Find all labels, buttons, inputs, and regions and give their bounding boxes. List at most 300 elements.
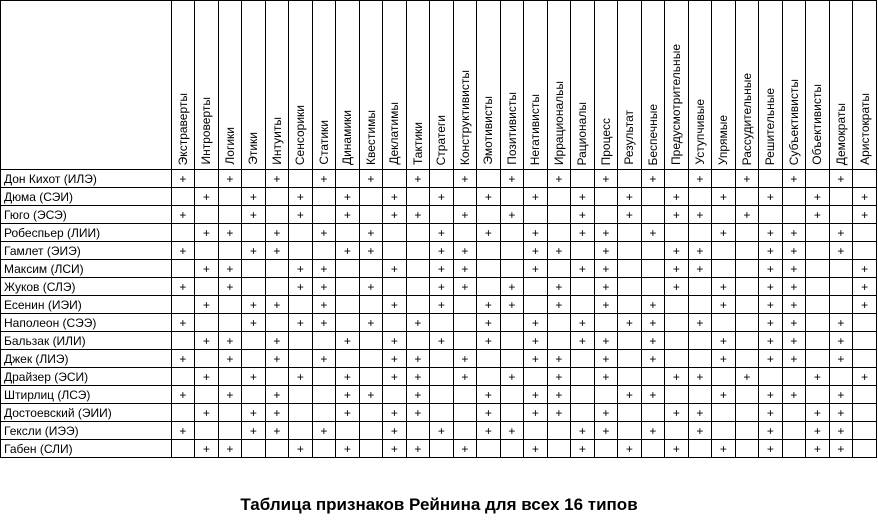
plus-mark-cell: + [688, 368, 712, 386]
plus-mark-cell: + [829, 350, 853, 368]
empty-cell [406, 278, 430, 296]
empty-cell [571, 350, 595, 368]
empty-cell [665, 350, 689, 368]
plus-mark-cell: + [594, 278, 618, 296]
column-header [665, 1, 689, 170]
plus-mark-cell: + [406, 350, 430, 368]
empty-cell [289, 170, 313, 188]
plus-mark-cell: + [547, 368, 571, 386]
empty-cell [571, 278, 595, 296]
table-row [1, 278, 877, 296]
empty-cell [735, 404, 759, 422]
plus-mark-cell: + [782, 350, 806, 368]
header-row [1, 1, 877, 170]
plus-mark-cell: + [618, 206, 642, 224]
empty-cell [477, 206, 501, 224]
plus-mark-cell: + [218, 278, 242, 296]
empty-cell [759, 170, 783, 188]
empty-cell [477, 170, 501, 188]
empty-cell [665, 170, 689, 188]
plus-mark-cell: + [218, 386, 242, 404]
empty-cell [829, 278, 853, 296]
empty-cell [383, 314, 407, 332]
empty-cell [547, 224, 571, 242]
column-header [312, 1, 336, 170]
empty-cell [359, 260, 383, 278]
empty-cell [242, 386, 266, 404]
empty-cell [406, 422, 430, 440]
plus-mark-cell: + [477, 296, 501, 314]
empty-cell [383, 386, 407, 404]
column-header-label: Объективисты [810, 84, 825, 165]
plus-mark-cell: + [406, 206, 430, 224]
empty-cell [547, 440, 571, 458]
plus-mark-cell: + [829, 314, 853, 332]
plus-mark-cell: + [430, 422, 454, 440]
column-header-label: Результат [622, 110, 637, 165]
plus-mark-cell: + [571, 314, 595, 332]
empty-cell [289, 386, 313, 404]
type-name-cell: Штирлиц (ЛСЭ) [1, 386, 172, 404]
empty-cell [336, 278, 360, 296]
empty-cell [782, 206, 806, 224]
plus-mark-cell: + [853, 296, 877, 314]
plus-mark-cell: + [759, 350, 783, 368]
empty-cell [265, 206, 289, 224]
column-header-label: Позитивисты [504, 92, 519, 165]
plus-mark-cell: + [618, 314, 642, 332]
type-name-cell: Максим (ЛСИ) [1, 260, 172, 278]
plus-mark-cell: + [171, 350, 195, 368]
plus-mark-cell: + [383, 206, 407, 224]
plus-mark-cell: + [430, 332, 454, 350]
empty-cell [712, 314, 736, 332]
empty-cell [336, 224, 360, 242]
empty-cell [735, 332, 759, 350]
plus-mark-cell: + [406, 404, 430, 422]
plus-mark-cell: + [829, 170, 853, 188]
plus-mark-cell: + [195, 368, 219, 386]
empty-cell [500, 350, 524, 368]
column-header-label: Динамики [340, 109, 355, 165]
plus-mark-cell: + [641, 386, 665, 404]
empty-cell [406, 296, 430, 314]
column-header [406, 1, 430, 170]
empty-cell [853, 422, 877, 440]
plus-mark-cell: + [289, 260, 313, 278]
empty-cell [524, 422, 548, 440]
column-header [782, 1, 806, 170]
empty-cell [289, 224, 313, 242]
empty-cell [500, 260, 524, 278]
plus-mark-cell: + [242, 314, 266, 332]
plus-mark-cell: + [359, 386, 383, 404]
table-row [1, 224, 877, 242]
plus-mark-cell: + [453, 170, 477, 188]
table-caption: Таблица признаков Рейнина для всех 16 типов [240, 495, 638, 514]
empty-cell [688, 386, 712, 404]
empty-cell [218, 404, 242, 422]
plus-mark-cell: + [195, 440, 219, 458]
empty-cell [242, 440, 266, 458]
empty-cell [618, 224, 642, 242]
empty-cell [312, 386, 336, 404]
plus-mark-cell: + [712, 440, 736, 458]
empty-cell [759, 206, 783, 224]
plus-mark-cell: + [829, 404, 853, 422]
plus-mark-cell: + [759, 296, 783, 314]
empty-cell [829, 206, 853, 224]
empty-cell [547, 260, 571, 278]
empty-cell [665, 314, 689, 332]
empty-cell [618, 242, 642, 260]
column-header [547, 1, 571, 170]
plus-mark-cell: + [641, 332, 665, 350]
plus-mark-cell: + [430, 188, 454, 206]
empty-cell [618, 368, 642, 386]
empty-cell [735, 188, 759, 206]
plus-mark-cell: + [524, 386, 548, 404]
empty-cell [336, 350, 360, 368]
plus-mark-cell: + [406, 440, 430, 458]
empty-cell [312, 242, 336, 260]
empty-cell [735, 440, 759, 458]
plus-mark-cell: + [806, 404, 830, 422]
empty-cell [641, 278, 665, 296]
plus-mark-cell: + [524, 260, 548, 278]
plus-mark-cell: + [312, 260, 336, 278]
plus-mark-cell: + [547, 296, 571, 314]
empty-cell [406, 188, 430, 206]
plus-mark-cell: + [265, 404, 289, 422]
column-header-label: Уступчивые [692, 99, 707, 165]
plus-mark-cell: + [641, 350, 665, 368]
empty-cell [618, 296, 642, 314]
empty-cell [524, 296, 548, 314]
plus-mark-cell: + [289, 206, 313, 224]
plus-mark-cell: + [688, 206, 712, 224]
empty-cell [712, 260, 736, 278]
type-name-cell: Есенин (ИЭИ) [1, 296, 172, 314]
plus-mark-cell: + [218, 224, 242, 242]
column-header-label: Стратеги [434, 114, 449, 165]
empty-cell [195, 206, 219, 224]
column-header [524, 1, 548, 170]
empty-cell [430, 368, 454, 386]
plus-mark-cell: + [665, 404, 689, 422]
type-name-cell: Бальзак (ИЛИ) [1, 332, 172, 350]
column-header [242, 1, 266, 170]
empty-cell [806, 296, 830, 314]
plus-mark-cell: + [547, 278, 571, 296]
plus-mark-cell: + [242, 422, 266, 440]
table-row [1, 314, 877, 332]
empty-cell [618, 332, 642, 350]
plus-mark-cell: + [641, 314, 665, 332]
empty-cell [195, 422, 219, 440]
plus-mark-cell: + [712, 386, 736, 404]
type-name-cell: Габен (СЛИ) [1, 440, 172, 458]
plus-mark-cell: + [594, 224, 618, 242]
empty-cell [477, 440, 501, 458]
plus-mark-cell: + [289, 440, 313, 458]
empty-cell [453, 386, 477, 404]
column-header [336, 1, 360, 170]
empty-cell [289, 422, 313, 440]
plus-mark-cell: + [383, 332, 407, 350]
column-header [712, 1, 736, 170]
plus-mark-cell: + [336, 206, 360, 224]
column-header-label: Иррациональы [551, 80, 566, 165]
empty-cell [453, 314, 477, 332]
empty-cell [336, 314, 360, 332]
empty-cell [383, 224, 407, 242]
plus-mark-cell: + [477, 422, 501, 440]
empty-cell [571, 368, 595, 386]
empty-cell [218, 368, 242, 386]
plus-mark-cell: + [712, 296, 736, 314]
column-header [571, 1, 595, 170]
plus-mark-cell: + [383, 260, 407, 278]
empty-cell [853, 404, 877, 422]
empty-cell [477, 260, 501, 278]
empty-cell [524, 170, 548, 188]
plus-mark-cell: + [782, 314, 806, 332]
empty-cell [571, 296, 595, 314]
table-row [1, 296, 877, 314]
plus-mark-cell: + [383, 440, 407, 458]
empty-cell [782, 368, 806, 386]
plus-mark-cell: + [171, 386, 195, 404]
empty-cell [735, 314, 759, 332]
empty-cell [453, 332, 477, 350]
empty-cell [688, 296, 712, 314]
column-header-label: Демократы [833, 102, 848, 165]
plus-mark-cell: + [712, 224, 736, 242]
plus-mark-cell: + [500, 206, 524, 224]
plus-mark-cell: + [665, 278, 689, 296]
empty-cell [406, 242, 430, 260]
plus-mark-cell: + [430, 278, 454, 296]
plus-mark-cell: + [524, 314, 548, 332]
plus-mark-cell: + [688, 242, 712, 260]
empty-cell [359, 422, 383, 440]
plus-mark-cell: + [829, 386, 853, 404]
plus-mark-cell: + [594, 170, 618, 188]
plus-mark-cell: + [735, 170, 759, 188]
plus-mark-cell: + [594, 368, 618, 386]
empty-cell [195, 278, 219, 296]
column-header [453, 1, 477, 170]
table-row [1, 206, 877, 224]
type-name-cell: Гамлет (ЭИЭ) [1, 242, 172, 260]
plus-mark-cell: + [618, 386, 642, 404]
plus-mark-cell: + [242, 368, 266, 386]
plus-mark-cell: + [406, 170, 430, 188]
plus-mark-cell: + [759, 404, 783, 422]
plus-mark-cell: + [594, 260, 618, 278]
empty-cell [806, 260, 830, 278]
plus-mark-cell: + [759, 314, 783, 332]
column-header-label: Интроверты [199, 97, 214, 165]
empty-cell [242, 224, 266, 242]
column-header-label: Логики [222, 127, 237, 165]
empty-cell [453, 296, 477, 314]
plus-mark-cell: + [359, 242, 383, 260]
empty-cell [289, 404, 313, 422]
empty-cell [806, 170, 830, 188]
empty-cell [665, 386, 689, 404]
plus-mark-cell: + [759, 188, 783, 206]
empty-cell [218, 206, 242, 224]
empty-cell [477, 242, 501, 260]
empty-cell [265, 260, 289, 278]
empty-cell [829, 188, 853, 206]
plus-mark-cell: + [594, 332, 618, 350]
plus-mark-cell: + [735, 368, 759, 386]
empty-cell [547, 206, 571, 224]
empty-cell [853, 242, 877, 260]
empty-cell [594, 440, 618, 458]
plus-mark-cell: + [524, 188, 548, 206]
plus-mark-cell: + [712, 278, 736, 296]
type-name-cell: Робеспьер (ЛИИ) [1, 224, 172, 242]
empty-cell [312, 188, 336, 206]
empty-cell [665, 224, 689, 242]
empty-cell [547, 314, 571, 332]
empty-cell [500, 440, 524, 458]
column-header-label: Эмотивисты [481, 96, 496, 165]
column-header-label: Конструктивисты [457, 69, 472, 165]
column-header-label: Рационалы [575, 101, 590, 165]
empty-cell [853, 170, 877, 188]
column-header [688, 1, 712, 170]
type-name-cell: Драйзер (ЭСИ) [1, 368, 172, 386]
plus-mark-cell: + [242, 242, 266, 260]
plus-mark-cell: + [383, 296, 407, 314]
empty-cell [712, 404, 736, 422]
plus-mark-cell: + [665, 242, 689, 260]
empty-cell [500, 224, 524, 242]
empty-cell [524, 368, 548, 386]
plus-mark-cell: + [829, 242, 853, 260]
empty-cell [688, 332, 712, 350]
column-header [359, 1, 383, 170]
empty-cell [359, 188, 383, 206]
column-header [171, 1, 195, 170]
plus-mark-cell: + [688, 170, 712, 188]
plus-mark-cell: + [336, 242, 360, 260]
empty-cell [336, 422, 360, 440]
plus-mark-cell: + [641, 170, 665, 188]
empty-cell [853, 440, 877, 458]
plus-mark-cell: + [524, 224, 548, 242]
empty-cell [500, 332, 524, 350]
plus-mark-cell: + [312, 350, 336, 368]
type-name-cell: Гексли (ИЭЭ) [1, 422, 172, 440]
type-name-cell: Наполеон (СЭЭ) [1, 314, 172, 332]
column-header [218, 1, 242, 170]
plus-mark-cell: + [829, 422, 853, 440]
plus-mark-cell: + [806, 368, 830, 386]
column-header [618, 1, 642, 170]
empty-cell [171, 404, 195, 422]
empty-cell [195, 170, 219, 188]
empty-cell [218, 422, 242, 440]
empty-cell [336, 170, 360, 188]
plus-mark-cell: + [265, 170, 289, 188]
table-row [1, 242, 877, 260]
empty-cell [806, 224, 830, 242]
plus-mark-cell: + [477, 314, 501, 332]
plus-mark-cell: + [571, 224, 595, 242]
plus-mark-cell: + [453, 350, 477, 368]
type-name-cell: Дюма (СЭИ) [1, 188, 172, 206]
plus-mark-cell: + [618, 440, 642, 458]
empty-cell [594, 386, 618, 404]
empty-cell [853, 224, 877, 242]
empty-cell [571, 386, 595, 404]
column-header [759, 1, 783, 170]
empty-cell [383, 170, 407, 188]
plus-mark-cell: + [265, 332, 289, 350]
plus-mark-cell: + [477, 224, 501, 242]
table-row [1, 368, 877, 386]
empty-cell [806, 350, 830, 368]
plus-mark-cell: + [571, 206, 595, 224]
plus-mark-cell: + [171, 314, 195, 332]
plus-mark-cell: + [265, 386, 289, 404]
column-header [829, 1, 853, 170]
empty-cell [171, 260, 195, 278]
plus-mark-cell: + [265, 242, 289, 260]
empty-cell [829, 296, 853, 314]
plus-mark-cell: + [853, 206, 877, 224]
empty-cell [312, 368, 336, 386]
empty-cell [195, 242, 219, 260]
column-header-label: Этики [246, 132, 261, 165]
empty-cell [359, 440, 383, 458]
plus-mark-cell: + [759, 242, 783, 260]
plus-mark-cell: + [594, 350, 618, 368]
table-row [1, 332, 877, 350]
type-name-cell: Жуков (СЛЭ) [1, 278, 172, 296]
plus-mark-cell: + [383, 404, 407, 422]
plus-mark-cell: + [665, 206, 689, 224]
column-header-label: Решительные [763, 87, 778, 165]
empty-cell [242, 260, 266, 278]
plus-mark-cell: + [782, 296, 806, 314]
empty-cell [195, 314, 219, 332]
empty-cell [359, 206, 383, 224]
plus-mark-cell: + [547, 350, 571, 368]
plus-mark-cell: + [218, 170, 242, 188]
plus-mark-cell: + [195, 188, 219, 206]
plus-mark-cell: + [218, 332, 242, 350]
type-name-cell: Достоевский (ЭИИ) [1, 404, 172, 422]
plus-mark-cell: + [265, 224, 289, 242]
plus-mark-cell: + [759, 386, 783, 404]
empty-cell [477, 368, 501, 386]
empty-cell [359, 368, 383, 386]
empty-cell [688, 188, 712, 206]
empty-cell [430, 386, 454, 404]
plus-mark-cell: + [782, 170, 806, 188]
table-row [1, 422, 877, 440]
empty-cell [195, 386, 219, 404]
empty-cell [641, 206, 665, 224]
plus-mark-cell: + [500, 368, 524, 386]
